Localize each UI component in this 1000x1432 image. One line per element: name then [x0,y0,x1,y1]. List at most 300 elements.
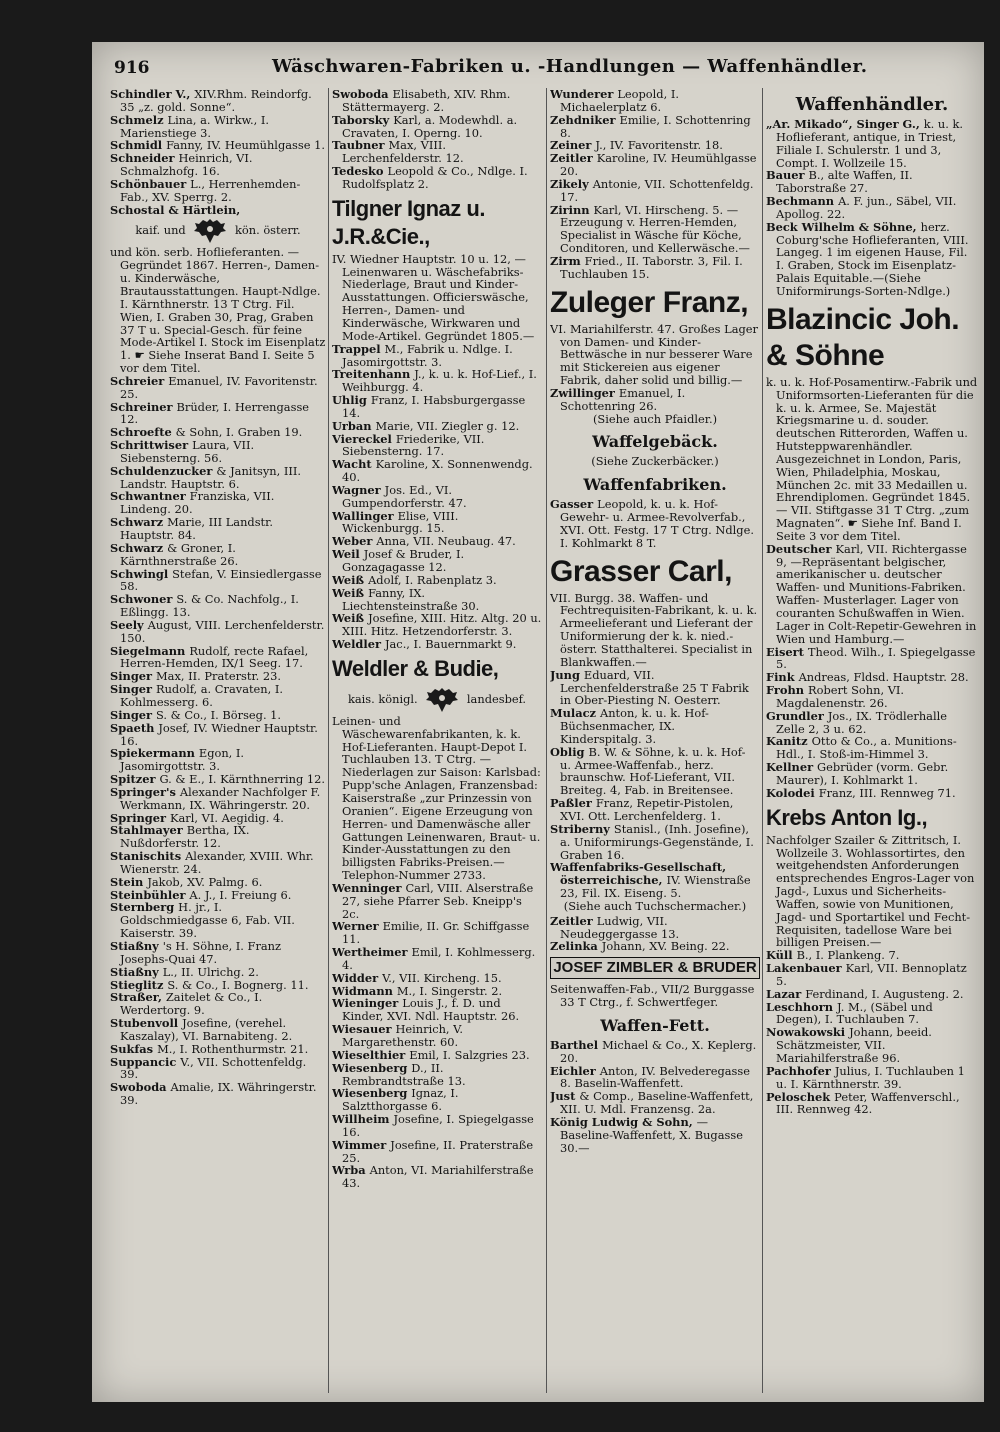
entry-details: Adolf, I. Rabenplatz 3. [368,572,497,587]
entry-details: B., I. Plankeng. 7. [796,948,900,963]
directory-entry [332,1164,542,1190]
entry-name: Waffenfabriks-Gesellschaft, österreichische, [550,860,727,888]
directory-entry [110,747,326,773]
column-divider [546,88,547,1393]
directory-entry [332,114,542,140]
directory-entry [110,593,326,619]
entry-details: Stanisl., (Inh. Josefine), a. Uniformirungs-Gegenstände, I. Graben 16. [560,821,754,862]
directory-entry [110,619,326,645]
entry-details: Peter, Waffenverschl., III. Rennweg 42. [776,1089,960,1117]
directory-entry [110,114,326,140]
directory-entry [332,715,542,882]
directory-entry [110,490,326,516]
entry-details: Jakob, XV. Palmg. 6. [147,874,263,889]
entry-details: Anna, VII. Neubaug. 47. [376,534,516,549]
entry-name: Wiesenberg [332,1086,412,1101]
directory-entry [332,548,542,574]
directory-entry [550,1116,760,1155]
entry-details: Rudolf, recte Rafael, Herren-Hemden, IX/1 Seeg. 17. [120,643,309,671]
directory-entry [766,1065,978,1091]
directory-entry [550,178,760,204]
directory-entry [332,1087,542,1113]
directory-entry [110,401,326,427]
entry-name: Spitzer [110,772,160,787]
entry-name: Bauer [766,168,809,183]
directory-entry [110,542,326,568]
entry-name: Wieninger [332,996,403,1011]
entry-name: Weiß [332,611,369,626]
section-heading: Waffenfabriken. [583,475,727,495]
entry-name: Fink [766,670,799,685]
entry-details: Johann, beeid. Schätzmeister, VII. Mariahilferstraße 96. [776,1025,932,1065]
directory-entry [332,587,542,613]
directory-entry [110,991,326,1017]
featured-firm-name: Tilgner Ignaz u. J.R.&Cie., [332,195,485,249]
entry-name: Zirinn [550,202,594,217]
entry-details: Johann, XV. Being. 22. [601,939,730,954]
entry-details: Emil, I. Salzgries 23. [409,1047,530,1062]
entry-details: A. F. jun., Säbel, VII. Apollog. 22. [776,194,957,221]
directory-entry [110,850,326,876]
entry-name: Werner [332,919,383,934]
directory-entry [110,940,326,966]
featured-firm-name: Grasser Carl, [550,554,732,588]
entry-details: Jos., IX. Trödlerhalle Zelle 2, 3 u. 62. [776,708,947,736]
directory-entry [110,1056,326,1082]
entry-details: Karl, VI. Hirscheng. 5. —Erzeugung v. Herren-Hemden, Specialist in Wäsche für Köche, Conditoren, und Kellerwäsche.— [560,202,750,256]
directory-entry [332,165,542,191]
entry-details: Elise, VIII. Wickenburgg. 15. [342,508,459,536]
entry-details: M., I. Rothenthurmstr. 21. [157,1041,309,1056]
entry-name: Singer [110,669,157,684]
entry-details: Alexander Nachfolger F. Werkmann, IX. Währingerstr. 20. [120,784,321,812]
directory-entry [766,1091,978,1117]
entry-name: Oblig [550,744,589,759]
entry-name: Weiß [332,572,369,587]
directory-entry [332,882,542,921]
directory-entry [332,685,542,715]
entry-name: Tedesko [332,164,388,179]
entry-details: Leinen- und Wäschewarenfabrikanten, k. k. Hof-Lieferanten. Haupt-Depot I. Tuchlauben 13. T Ctrg. —Niederlagen zur Saison: Karlsbad: Pupp'sche Anlagen, Franzensbad: Kaiserstraße „zur Prinzessin von Oranien“. Eigene Erzeugung von Herren- und Damenwäsche aller Gattungen Leinenwaren, Braut- u. Kinder-Ausstattungen zu den billigsten Fabriks-Preisen.— Telephon-Nummer 2733. [332,713,541,883]
directory-entry [766,169,978,195]
entry-details: Ludwig, VII. Neudeggergasse 13. [560,913,680,941]
entry-details: Antonie, VII. Schottenfeldg. 17. [560,176,754,204]
directory-entry [550,940,760,953]
directory-entry [550,746,760,797]
entry-details: Josefine, II. Praterstraße 25. [342,1137,534,1165]
entry-details: S. & Co. Nachfolg., I. Eßlingg. 13. [120,592,299,620]
entry-name: Schindler V., [110,88,195,101]
entry-name: Sternberg [110,900,179,915]
section-heading: Waffelgebäck. [592,432,718,452]
directory-entry [332,1062,542,1088]
entry-details: Jos. Ed., VI. Gumpendorferstr. 47. [342,482,467,510]
entry-details: Marie, III Landstr. Hauptstr. 84. [120,515,273,542]
entry-details: VI. Mariahilferstr. 47. Großes Lager von Damen- und Kinder-Bettwäsche in nur besserer Ware mit Stickereien aus eigener Fabrik, daher solid und billig.— [550,321,758,388]
entry-name: Peloschek [766,1089,835,1104]
directory-entry [550,707,760,746]
entry-details: Friederike, VII. Siebensterng. 17. [342,431,485,459]
double-eagle-crest-icon [425,685,459,715]
directory-entry [332,612,542,638]
directory-entry [766,761,978,787]
entry-name: Eichler [550,1063,600,1078]
entry-details: L., Herrenhemden-Fab., XV. Sperrg. 2. [120,176,301,204]
entry-name: Zirm [550,253,585,268]
entry-name: Wenninger [332,880,406,895]
column-2 [332,88,542,1393]
entry-name: Stein [110,874,148,889]
directory-entry [550,1065,760,1091]
entry-details: Fanny, IX. Liechtensteinstraße 30. [342,585,480,613]
entry-name: Zehdniker [550,112,620,127]
entry-details: Emilie, I. Schottenring 8. [560,112,751,140]
directory-entry [332,394,542,420]
directory-entry [332,343,542,369]
entry-name: Schreier [110,373,169,388]
entry-details: Max, VIII. Lerchenfelderstr. 12. [342,138,464,166]
entry-name: Taborsky [332,112,394,127]
entry-details: herz. Coburg'sche Hoflieferanten, VIII. Langeg. 1 im eigenen Hause, Fil. I. Graben, Stock im Eisenplatz-Palais Equitable.—(Siehe Uniformirungs-Sorten-Ndlge.) [776,219,969,298]
entry-name: Weil [332,547,364,562]
entry-name: Siegelmann [110,643,190,658]
entry-name: Weldler [332,637,385,652]
directory-entry [550,592,760,669]
directory-entry [766,1001,978,1027]
entry-name: Wacht [332,457,376,472]
entry-details: XIV.Rhm. Reindorfg. 35 „z. gold. Sonne“. [120,88,312,114]
entry-name: Wallinger [332,508,398,523]
directory-entry [550,114,760,140]
entry-details: Josefine, XIII. Hitz. Altg. 20 u. XIII. Hitz. Hetzendorferstr. 3. [342,611,542,639]
entry-name: Zeiner [550,138,596,153]
entry-details: Ferdinand, I. Augusteng. 2. [805,986,964,1001]
entry-details: Amalie, IX. Währingerstr. 39. [120,1080,317,1108]
entry-name: Stiaßny [110,939,163,953]
entry-details: Andreas, Fldsd. Hauptstr. 28. [798,670,969,685]
columns-container [110,88,976,1393]
featured-firm-name: Weldler & Budie, [332,655,499,681]
entry-details: Robert Sohn, VI. Magdalenenstr. 26. [776,683,905,710]
entry-name: Schönbauer [110,176,191,191]
directory-entry [550,204,760,255]
entry-details: Karl, VI. Aegidig. 4. [169,810,284,825]
directory-entry [332,1139,542,1165]
cross-reference-note: (Siehe Zuckerbäcker.) [591,454,719,469]
directory-entry [550,669,760,708]
entry-details: Fanny, IV. Heumühlgasse 1. [166,138,325,153]
directory-entry [766,787,978,800]
running-title: Wäschwaren-Fabriken u. -Handlungen — Waffenhändler. [272,56,868,77]
entry-details: Brüder, I. Herrengasse 12. [120,399,310,427]
entry-name: Springer's [110,784,180,799]
directory-entry [550,983,760,1009]
entry-name: Zeitler [550,151,597,166]
entry-name: Willheim [332,1112,394,1127]
entry-name: Weiß [332,585,369,600]
entry-name: Just [550,1089,580,1104]
entry-name: Weber [332,534,377,549]
directory-entry [110,568,326,594]
entry-name: Seely [110,617,148,632]
entry-name: Schroefte [110,425,176,440]
entry-details: Emanuel, IV. Favoritenstr. 25. [120,373,318,401]
directory-entry [110,901,326,940]
directory-entry [766,118,978,169]
entry-details: S. & Co., I. Bognerg. 11. [167,977,309,992]
entry-name: Urban [332,418,376,433]
directory-entry [332,1023,542,1049]
entry-name: Zelinka [550,939,602,954]
section-heading: Waffenhändler. [795,94,949,115]
directory-entry [766,1026,978,1065]
entry-details: Josefine, (verehel. Kaszalay), VI. Barnabiteng. 2. [120,1016,293,1043]
entry-details: Emilie, II. Gr. Schiffgasse 11. [342,919,530,947]
entry-details: Carl, VIII. Alserstraße 27, siehe Pfarrer Seb. Kneipp's 2c. [342,880,534,921]
directory-entry [332,253,542,343]
entry-details: IV. Wiedner Hauptstr. 10 u. 12, —Leinenwaren u. Wäschefabriks-Niederlage, Braut und Kinder-Ausstattungen. Officierswäsche, Herren-, Damen- und Kinderwäsche, Wirkwaren und Mode-Artikel. Gegründet 1805.— [332,251,535,343]
entry-name: Schmidl [110,138,167,153]
directory-entry [332,139,542,165]
entry-name: Nowakowski [766,1025,850,1040]
entry-name: Suppancic [110,1054,181,1069]
entry-details: Heinrich, VI. Schmalzhofg. 16. [120,151,253,179]
entry-name: Spiekermann [110,746,199,761]
entry-details: Franz, III. Rennweg 71. [818,785,956,800]
entry-name: Spaeth [110,720,159,735]
column-4 [766,88,978,1393]
directory-entry [766,834,978,950]
column-divider [762,88,763,1393]
entry-name: Grundler [766,708,828,723]
directory-entry [766,684,978,710]
entry-name: Wertheimer [332,945,412,960]
entry-name: Küll [766,948,797,963]
entry-name: Schmelz [110,112,168,127]
cross-reference-note: (Siehe auch Tuchschermacher.) [563,898,747,913]
entry-name: Mulacz [550,706,600,721]
entry-details: L., II. Ulrichg. 2. [162,964,259,979]
entry-name: Springer [110,810,170,825]
directory-entry [110,1081,326,1107]
entry-details: Anton, k. u. k. Hof-Büchsenmacher, IX. Kinderspitalg. 3. [560,706,709,746]
entry-details: Laura, VII. Siebensterng. 56. [120,438,255,465]
directory-entry [332,638,542,651]
entry-details: M., Fabrik u. Ndlge. I. Jasomirgottstr. 3. [342,341,513,369]
entry-details: Fried., II. Taborstr. 3, Fil. I. Tuchlauben 15. [560,253,743,281]
directory-entry [766,735,978,761]
entry-name: Schuldenzucker [110,463,217,478]
column-divider [328,88,329,1393]
entry-name: Widder [332,970,383,985]
entry-details: Stefan, V. Einsiedlergasse 58. [120,566,322,594]
page-number: 916 [114,58,150,78]
directory-entry [550,498,760,549]
entry-details: V., VII. Schottenfeldg. 39. [120,1054,307,1082]
entry-details: Josef, IV. Wiedner Hauptstr. 16. [120,720,318,748]
entry-details: Nachfolger Szailer & Zittritsch, I. Wollzeile 3. Wohlassortirtes, den weitgehendsten Anforderungen entsprechendes Engros-Lager von Jagd-, Luxus und Sicherheits-Waffen, sowie von Munitionen, Jagd- und Sportartikel und Fecht-Requisiten, tadellose Ware bei billigen Preisen.— [766,832,975,950]
entry-name: Wrba [332,1163,370,1178]
entry-details: Franziska, VII. Lindeng. 20. [120,489,275,517]
directory-entry [550,152,760,178]
entry-name: Sukfas [110,1041,158,1056]
directory-entry [332,433,542,459]
directory-entry [766,543,978,646]
entry-details: Leopold & Co., Ndlge. I. Rudolfsplatz 2. [342,164,528,191]
directory-page [92,42,984,1402]
directory-entry [110,465,326,491]
entry-name: Deutscher [766,541,836,556]
entry-details: & Comp., Baseline-Waffenfett, XII. U. Mdl. Franzensg. 2a. [560,1089,754,1117]
entry-details: Eduard, VII. Lerchenfelderstraße 25 T Fabrik in Ober-Piesting N. Oesterr. [560,667,749,708]
entry-details: & Groner, I. Kärnthnerstraße 26. [120,540,239,568]
entry-details: M., I. Singerstr. 2. [396,983,503,998]
entry-details: A. J., I. Freiung 6. [189,887,292,902]
entry-details: Alexander, XVIII. Whr. Wienerstr. 24. [120,849,314,876]
entry-details: k. u. k. Hof-Posamentirw.-Fabrik und Uniformsorten-Lieferanten für die k. u. k. Armee, Se. Majestät Kriegsmarine u. d. souder. deutschen Ritterorden, Waffen u. Hutsteppwarenhändler. Ausgezeichnet in London, Paris, Wien, Philadelphia, Moskau, München 2c. mit 33 Medaillen u. Ehrendiplomen. Gegründet 1845.— VII. Stiftgasse 31 T Ctrg. „zum Magnaten“. ☛ Siehe Inf. Band I. Seite 3 vor dem Titel. [766,374,978,543]
entry-name: Schwarz [110,540,168,555]
entry-name: Paßler [550,796,596,811]
directory-entry [550,387,760,413]
entry-name: Frohn [766,683,809,698]
entry-details: Anton, IV. Belvederegasse 8. Baselin-Waffenfett. [560,1063,750,1091]
directory-entry [332,88,542,114]
directory-entry [550,88,760,114]
company-banner: JOSEF ZIMBLER & BRUDER [550,957,760,979]
directory-entry [110,178,326,204]
entry-name: Swoboda [110,1080,171,1095]
entry-name: Eisert [766,644,808,659]
entry-name: Zikely [550,176,593,191]
entry-name: Stiaßny [110,964,163,979]
directory-entry [550,823,760,862]
entry-details: Seitenwaffen-Fab., VII/2 Burggasse 33 T Ctrg., f. Schwertfeger. [550,982,755,1010]
entry-details: J., IV. Favoritenstr. 18. [595,138,723,153]
entry-name: Zwillinger [550,385,619,400]
entry-name: Stanischits [110,849,186,864]
cross-reference-note: (Siehe auch Pfaidler.) [592,411,718,426]
entry-details: Zaitelet & Co., I. Werdertorg. 9. [120,990,263,1018]
entry-details: Jac., I. Bauernmarkt 9. [384,637,517,652]
directory-entry [332,946,542,972]
directory-entry [766,195,978,221]
entry-name: Wiesenberg [332,1060,412,1075]
entry-name: Bechmann [766,194,839,209]
entry-name: Wieselthier [332,1047,410,1062]
entry-details: Rudolf, a. Cravaten, I. Kohlmesserg. 6. [120,682,283,709]
directory-entry [766,710,978,736]
entry-name: Lazar [766,986,806,1001]
entry-name: Wunderer [550,88,618,101]
entry-name: Gasser [550,497,598,512]
entry-details: H. jr., I. Goldschmiedgasse 6, Fab. VII. Kaiserstr. 39. [120,900,295,941]
directory-entry [550,1090,760,1116]
entry-name: Schostal & Härtlein, [110,202,241,217]
entry-name: Beck Wilhelm & Söhne, [766,219,921,234]
entry-details: Bertha, IX. Nußdorferstr. 12. [120,823,250,851]
directory-entry [110,1017,326,1043]
entry-details: V., VII. Kircheng. 15. [382,970,502,985]
entry-details: Karoline, X. Sonnenwendg. 40. [342,457,533,485]
entry-details: kais. königl. landesbef. [348,692,526,706]
directory-entry [550,915,760,941]
directory-entry [766,962,978,988]
double-eagle-crest-icon [193,216,227,246]
directory-entry [332,484,542,510]
entry-name: Schrittwiser [110,438,193,453]
entry-name: König Ludwig & Sohn, [550,1115,697,1129]
entry-name: Wiesauer [332,1022,396,1037]
entry-details: Elisabeth, XIV. Rhm. Stättermayerg. 2. [342,88,511,114]
directory-entry [332,458,542,484]
entry-details: k. u. k. Hoflieferant, antique, in Triest, Filiale I. Schulerstr. 1 und 3, Compt. I. Wollzeile 15. [776,117,964,170]
entry-name: Swoboda [332,88,393,101]
entry-name: Kellner [766,760,818,775]
entry-name: Zeitler [550,913,597,928]
directory-entry [332,920,542,946]
featured-firm-name: Krebs Anton Ig., [766,804,928,830]
page-header [92,42,984,90]
entry-name: Uhlig [332,393,371,408]
entry-name: Stahlmayer [110,823,187,838]
entry-name: Barthel [550,1037,603,1052]
entry-details: Franz, I. Habsburgergasse 14. [342,393,526,420]
directory-entry [766,221,978,298]
entry-name: Schneider [110,151,179,166]
directory-entry [110,516,326,542]
entry-details: J., k. u. k. Hof-Lief., I. Weihburgg. 4. [342,367,537,395]
directory-entry [110,786,326,812]
column-3 [550,88,760,1393]
entry-details: G. & E., I. Kärnthnerring 12. [159,772,326,787]
directory-entry [110,375,326,401]
entry-name: Pachhofer [766,1063,835,1078]
directory-entry [550,797,760,823]
column-1 [110,88,326,1393]
directory-entry [332,1113,542,1139]
entry-name: Schwoner [110,592,177,607]
directory-entry [110,722,326,748]
entry-name: Schwantner [110,489,190,504]
entry-details: Otto & Co., a. Munitions-Hdl., I. Stoß-im-Himmel 3. [776,734,957,762]
entry-details: J. M., (Säbel und Degen), I. Tuchlauben 7. [776,999,933,1027]
entry-details: Anton, VI. Mariahilferstraße 43. [342,1163,534,1191]
entry-details: B. W. & Söhne, k. u. k. Hof- u. Armee-Waffenfab., herz. braunschw. Hof-Lieferant, VII. Breiteg. 4, Fab. in Breitensee. [560,744,746,798]
entry-details: S. & Co., I. Börseg. 1. [156,707,282,722]
directory-entry [550,861,760,900]
directory-entry [110,204,326,217]
entry-details: Emil, I. Kohlmesserg. 4. [342,945,536,972]
directory-entry [110,216,326,246]
entry-details: & Sohn, I. Graben 19. [175,425,303,440]
entry-name: Steinbühler [110,887,190,902]
entry-details: Ignaz, I. Salztthorgasse 6. [342,1086,459,1114]
entry-details: Lina, a. Wirkw., I. Marienstiege 3. [120,112,270,140]
directory-entry [110,152,326,178]
entry-details: Emanuel, I. Schottenring 26. [560,385,686,413]
directory-entry [332,997,542,1023]
entry-details: Michael & Co., X. Keplerg. 20. [560,1037,757,1065]
entry-details: B., alte Waffen, II. Taborstraße 27. [776,168,913,196]
directory-entry [110,645,326,671]
entry-details: Karoline, IV. Heumühlgasse 20. [560,151,757,179]
entry-name: Lakenbauer [766,961,846,976]
directory-entry [332,368,542,394]
entry-name: Kanitz [766,734,812,749]
entry-details: August, VIII. Lerchenfelderstr. 150. [120,617,325,645]
entry-details: Karl, a. Modewhdl. a. Cravaten, I. Operng. 10. [342,112,518,140]
entry-name: Trappel [332,341,385,356]
